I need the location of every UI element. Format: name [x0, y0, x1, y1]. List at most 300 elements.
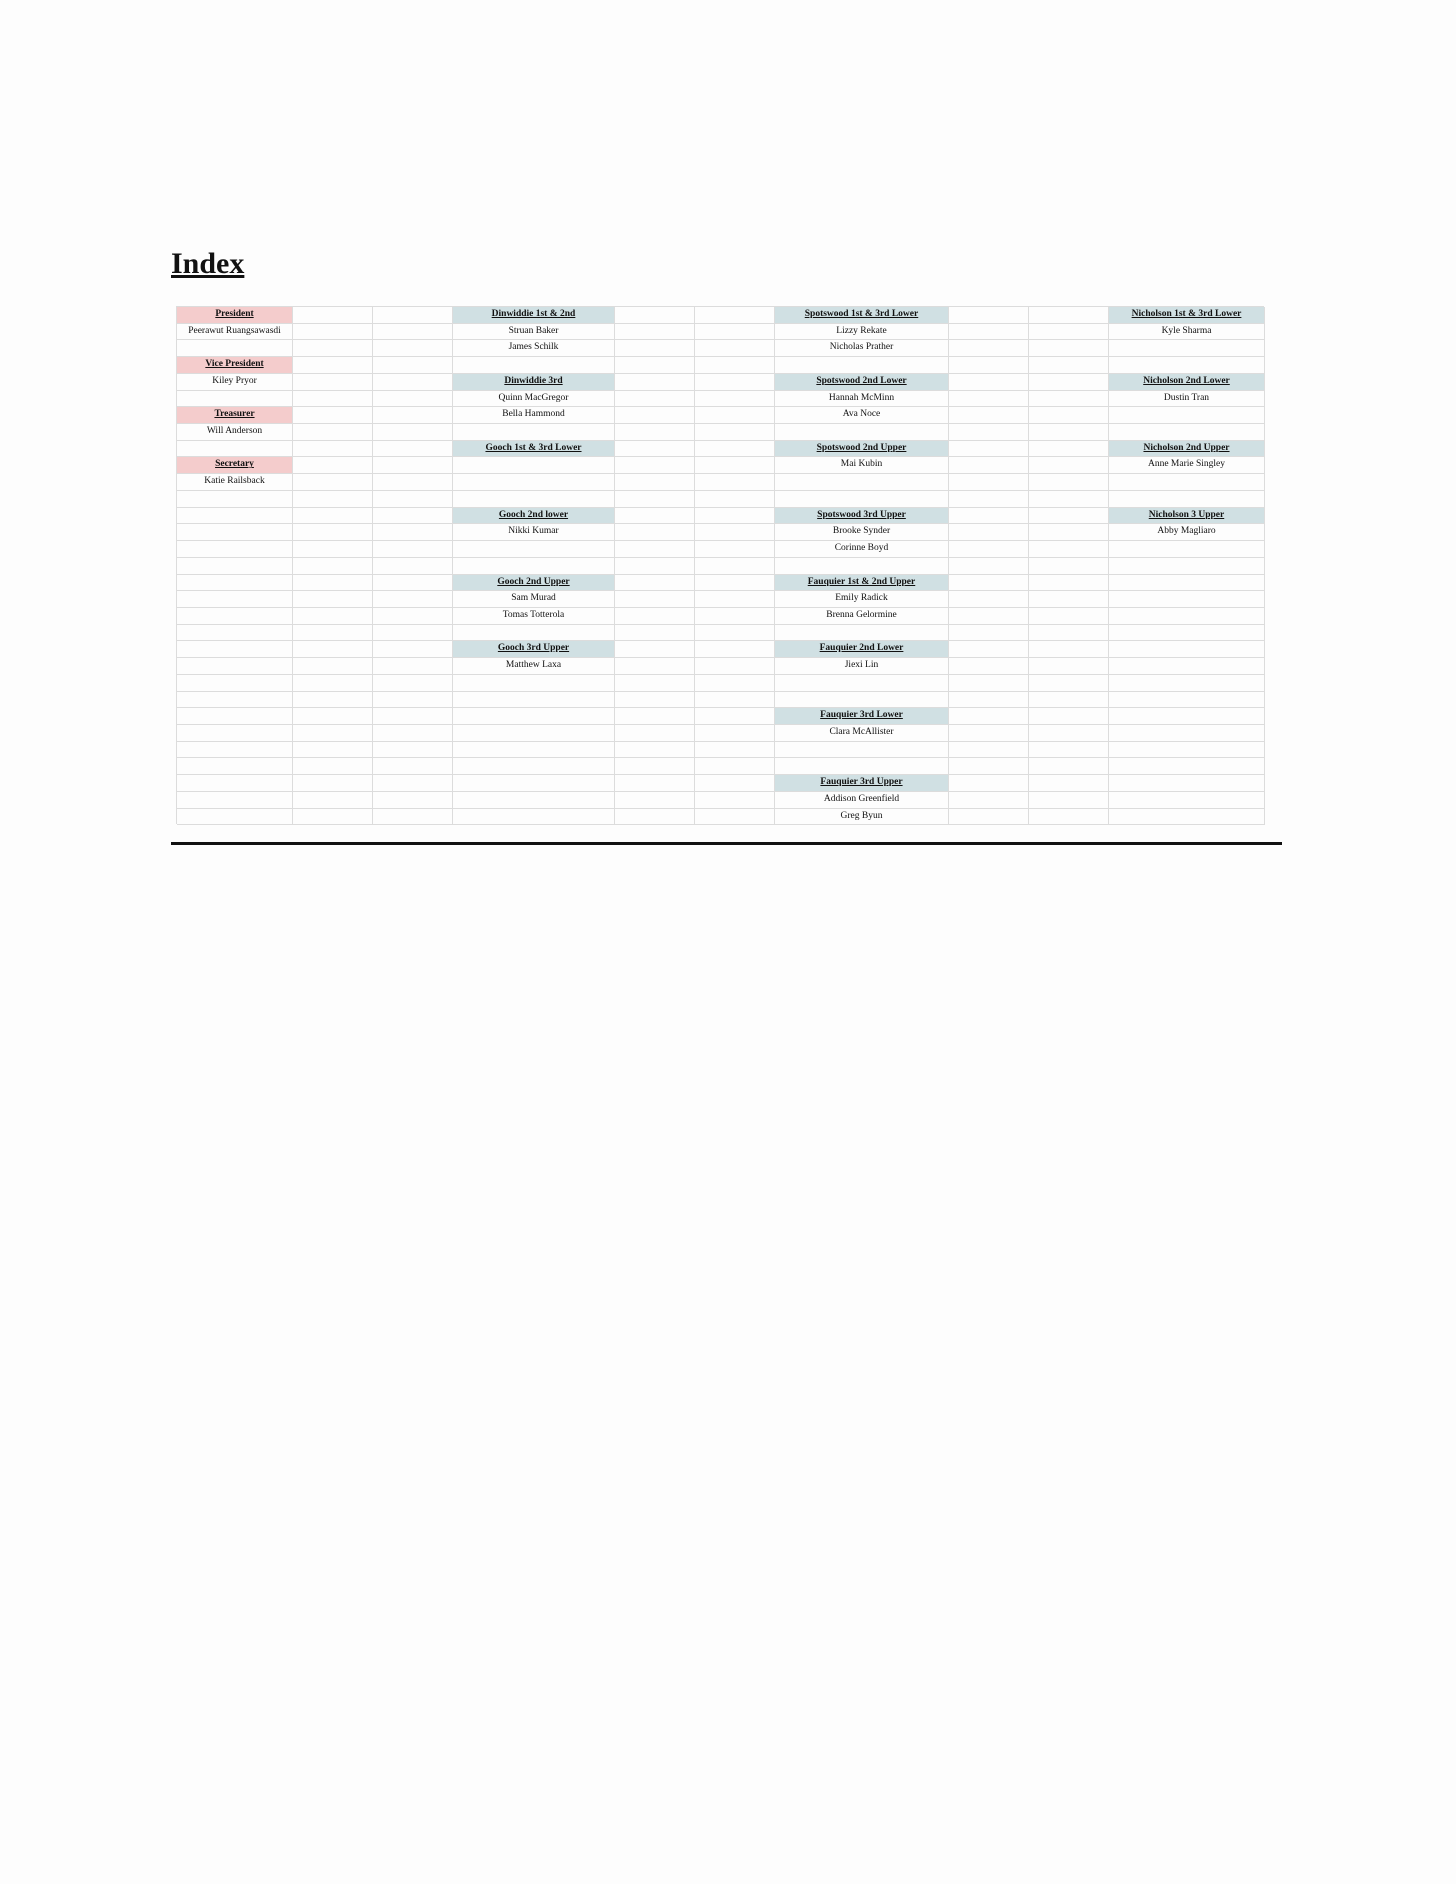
grid-cell: [177, 558, 293, 575]
dorm-group-header: Gooch 3rd Upper: [453, 641, 615, 658]
dorm-member-cell: James Schilk: [453, 340, 615, 357]
grid-cell: [1029, 508, 1109, 525]
dorm-member-cell: Emily Radick: [775, 591, 949, 608]
grid-cell: [1109, 591, 1265, 608]
grid-cell: [1109, 608, 1265, 625]
grid-cell: [949, 758, 1029, 775]
grid-cell: [615, 407, 695, 424]
grid-cell: [1029, 625, 1109, 642]
grid-cell: [1109, 758, 1265, 775]
grid-cell: [293, 658, 373, 675]
grid-cell: [1109, 491, 1265, 508]
grid-cell: [695, 625, 775, 642]
officer-name-cell: Peerawut Ruangsawasdi: [177, 324, 293, 341]
grid-cell: [615, 524, 695, 541]
grid-cell: [1109, 792, 1265, 809]
grid-cell: [615, 725, 695, 742]
grid-cell: [373, 575, 453, 592]
grid-cell: [177, 658, 293, 675]
spreadsheet-image: [176, 306, 1264, 828]
officer-role-header: Treasurer: [177, 407, 293, 424]
grid-cell: [1029, 641, 1109, 658]
grid-cell: [1109, 658, 1265, 675]
grid-cell: [615, 558, 695, 575]
grid-cell: [1029, 792, 1109, 809]
grid-cell: [373, 508, 453, 525]
grid-cell: [373, 792, 453, 809]
dorm-member-cell: Tomas Totterola: [453, 608, 615, 625]
grid-cell: [293, 524, 373, 541]
grid-cell: [949, 524, 1029, 541]
dorm-group-header: Nicholson 2nd Lower: [1109, 374, 1265, 391]
dorm-group-header: Nicholson 2nd Upper: [1109, 441, 1265, 458]
grid-cell: [1029, 708, 1109, 725]
grid-cell: [615, 742, 695, 759]
grid-cell: [177, 775, 293, 792]
dorm-group-header: Spotswood 1st & 3rd Lower: [775, 307, 949, 324]
grid-cell: [373, 591, 453, 608]
grid-cell: [949, 307, 1029, 324]
grid-cell: [775, 625, 949, 642]
grid-cell: [1029, 357, 1109, 374]
grid-cell: [177, 625, 293, 642]
grid-cell: [177, 725, 293, 742]
grid-cell: [293, 541, 373, 558]
grid-cell: [615, 307, 695, 324]
grid-cell: [293, 491, 373, 508]
dorm-member-cell: Mai Kubin: [775, 457, 949, 474]
grid-cell: [775, 357, 949, 374]
grid-cell: [293, 641, 373, 658]
grid-cell: [949, 407, 1029, 424]
grid-cell: [1029, 558, 1109, 575]
grid-cell: [177, 608, 293, 625]
grid-cell: [949, 541, 1029, 558]
grid-cell: [293, 575, 373, 592]
grid-cell: [453, 708, 615, 725]
grid-cell: [373, 658, 453, 675]
grid-cell: [695, 742, 775, 759]
grid-cell: [695, 692, 775, 709]
dorm-member-cell: Addison Greenfield: [775, 792, 949, 809]
grid-cell: [293, 725, 373, 742]
dorm-member-cell: Brooke Synder: [775, 524, 949, 541]
grid-cell: [949, 725, 1029, 742]
dorm-member-cell: Bella Hammond: [453, 407, 615, 424]
grid-cell: [453, 725, 615, 742]
grid-cell: [1109, 474, 1265, 491]
grid-cell: [695, 524, 775, 541]
grid-cell: [177, 541, 293, 558]
grid-cell: [293, 457, 373, 474]
index-title: Index: [171, 247, 245, 280]
grid-cell: [177, 441, 293, 458]
grid-cell: [373, 441, 453, 458]
grid-cell: [695, 708, 775, 725]
grid-cell: [775, 692, 949, 709]
grid-cell: [1029, 692, 1109, 709]
dorm-member-cell: Lizzy Rekate: [775, 324, 949, 341]
dorm-group-header: Spotswood 2nd Lower: [775, 374, 949, 391]
grid-cell: [293, 742, 373, 759]
grid-cell: [949, 658, 1029, 675]
grid-cell: [373, 641, 453, 658]
grid-cell: [453, 558, 615, 575]
grid-cell: [293, 675, 373, 692]
grid-cell: [1029, 658, 1109, 675]
grid-cell: [615, 491, 695, 508]
grid-cell: [1109, 675, 1265, 692]
grid-cell: [293, 758, 373, 775]
grid-cell: [453, 625, 615, 642]
officer-name-cell: Kiley Pryor: [177, 374, 293, 391]
spreadsheet-grid: [176, 306, 1264, 824]
grid-cell: [949, 809, 1029, 826]
grid-cell: [695, 441, 775, 458]
grid-cell: [1029, 424, 1109, 441]
grid-cell: [949, 340, 1029, 357]
grid-cell: [293, 391, 373, 408]
grid-cell: [1109, 558, 1265, 575]
grid-cell: [949, 558, 1029, 575]
grid-cell: [695, 591, 775, 608]
horizontal-rule: [171, 842, 1282, 845]
dorm-group-header: Dinwiddie 1st & 2nd: [453, 307, 615, 324]
grid-cell: [615, 357, 695, 374]
grid-cell: [615, 625, 695, 642]
grid-cell: [177, 641, 293, 658]
grid-cell: [1029, 524, 1109, 541]
grid-cell: [1109, 541, 1265, 558]
grid-cell: [615, 324, 695, 341]
grid-cell: [1029, 675, 1109, 692]
grid-cell: [695, 675, 775, 692]
grid-cell: [615, 575, 695, 592]
grid-cell: [373, 474, 453, 491]
grid-cell: [177, 675, 293, 692]
dorm-member-cell: Corinne Boyd: [775, 541, 949, 558]
grid-cell: [1029, 324, 1109, 341]
grid-cell: [1029, 608, 1109, 625]
grid-cell: [695, 474, 775, 491]
grid-cell: [949, 641, 1029, 658]
grid-cell: [949, 391, 1029, 408]
grid-cell: [373, 457, 453, 474]
grid-cell: [293, 357, 373, 374]
grid-cell: [373, 357, 453, 374]
dorm-member-cell: Struan Baker: [453, 324, 615, 341]
grid-cell: [775, 558, 949, 575]
grid-cell: [373, 625, 453, 642]
grid-cell: [373, 809, 453, 826]
grid-cell: [293, 424, 373, 441]
dorm-member-cell: Dustin Tran: [1109, 391, 1265, 408]
dorm-member-cell: Nikki Kumar: [453, 524, 615, 541]
grid-cell: [1109, 357, 1265, 374]
grid-cell: [949, 374, 1029, 391]
grid-cell: [293, 608, 373, 625]
grid-cell: [695, 725, 775, 742]
dorm-group-header: Gooch 2nd Upper: [453, 575, 615, 592]
grid-cell: [695, 575, 775, 592]
dorm-member-cell: Sam Murad: [453, 591, 615, 608]
officer-role-header: President: [177, 307, 293, 324]
grid-cell: [695, 491, 775, 508]
grid-cell: [453, 424, 615, 441]
grid-cell: [373, 742, 453, 759]
grid-cell: [1029, 307, 1109, 324]
officer-role-header: Vice President: [177, 357, 293, 374]
grid-cell: [775, 758, 949, 775]
grid-cell: [695, 641, 775, 658]
grid-cell: [949, 591, 1029, 608]
grid-cell: [373, 424, 453, 441]
grid-cell: [293, 558, 373, 575]
grid-cell: [177, 692, 293, 709]
grid-cell: [453, 809, 615, 826]
grid-cell: [615, 441, 695, 458]
grid-cell: [949, 457, 1029, 474]
grid-cell: [177, 340, 293, 357]
dorm-group-header: Spotswood 2nd Upper: [775, 441, 949, 458]
grid-cell: [949, 491, 1029, 508]
grid-cell: [373, 675, 453, 692]
dorm-group-header: Fauquier 1st & 2nd Upper: [775, 575, 949, 592]
grid-cell: [695, 792, 775, 809]
dorm-member-cell: Greg Byun: [775, 809, 949, 826]
grid-cell: [177, 391, 293, 408]
grid-cell: [293, 692, 373, 709]
dorm-member-cell: Ava Noce: [775, 407, 949, 424]
dorm-group-header: Dinwiddie 3rd: [453, 374, 615, 391]
grid-cell: [373, 608, 453, 625]
dorm-member-cell: Brenna Gelormine: [775, 608, 949, 625]
grid-cell: [615, 424, 695, 441]
grid-cell: [1109, 742, 1265, 759]
grid-cell: [695, 374, 775, 391]
grid-cell: [373, 692, 453, 709]
dorm-group-header: Nicholson 1st & 3rd Lower: [1109, 307, 1265, 324]
grid-cell: [293, 441, 373, 458]
grid-cell: [775, 474, 949, 491]
grid-cell: [1109, 407, 1265, 424]
grid-cell: [1029, 474, 1109, 491]
grid-cell: [373, 491, 453, 508]
grid-cell: [695, 758, 775, 775]
grid-cell: [453, 692, 615, 709]
grid-cell: [695, 357, 775, 374]
grid-cell: [775, 424, 949, 441]
grid-cell: [615, 675, 695, 692]
grid-cell: [1029, 725, 1109, 742]
officer-name-cell: Katie Railsback: [177, 474, 293, 491]
grid-cell: [1029, 340, 1109, 357]
grid-cell: [373, 340, 453, 357]
grid-cell: [1029, 374, 1109, 391]
dorm-group-header: Fauquier 3rd Upper: [775, 775, 949, 792]
grid-cell: [293, 591, 373, 608]
grid-cell: [373, 541, 453, 558]
grid-cell: [1029, 541, 1109, 558]
grid-cell: [949, 775, 1029, 792]
grid-cell: [615, 340, 695, 357]
grid-cell: [293, 708, 373, 725]
grid-cell: [373, 407, 453, 424]
grid-cell: [373, 725, 453, 742]
grid-cell: [373, 775, 453, 792]
grid-cell: [949, 742, 1029, 759]
grid-cell: [615, 508, 695, 525]
grid-cell: [293, 407, 373, 424]
grid-cell: [949, 608, 1029, 625]
grid-cell: [293, 474, 373, 491]
grid-cell: [1109, 708, 1265, 725]
grid-cell: [615, 591, 695, 608]
grid-cell: [453, 792, 615, 809]
grid-cell: [1109, 692, 1265, 709]
grid-cell: [949, 424, 1029, 441]
grid-cell: [775, 491, 949, 508]
grid-cell: [1109, 424, 1265, 441]
grid-cell: [373, 374, 453, 391]
grid-cell: [695, 508, 775, 525]
grid-cell: [1109, 625, 1265, 642]
grid-cell: [373, 524, 453, 541]
grid-cell: [373, 391, 453, 408]
grid-cell: [615, 391, 695, 408]
grid-cell: [1029, 775, 1109, 792]
grid-cell: [775, 742, 949, 759]
grid-cell: [615, 374, 695, 391]
grid-cell: [695, 457, 775, 474]
grid-cell: [373, 758, 453, 775]
grid-cell: [1029, 809, 1109, 826]
dorm-group-header: Nicholson 3 Upper: [1109, 508, 1265, 525]
grid-cell: [453, 457, 615, 474]
grid-cell: [293, 625, 373, 642]
grid-cell: [615, 658, 695, 675]
grid-cell: [615, 457, 695, 474]
grid-cell: [949, 324, 1029, 341]
grid-cell: [695, 424, 775, 441]
dorm-group-header: Gooch 2nd lower: [453, 508, 615, 525]
grid-cell: [453, 775, 615, 792]
grid-cell: [615, 708, 695, 725]
grid-cell: [293, 340, 373, 357]
grid-cell: [177, 524, 293, 541]
grid-cell: [1109, 641, 1265, 658]
dorm-member-cell: Nicholas Prather: [775, 340, 949, 357]
grid-cell: [1109, 575, 1265, 592]
officer-role-header: Secretary: [177, 457, 293, 474]
grid-cell: [695, 407, 775, 424]
grid-cell: [177, 491, 293, 508]
grid-cell: [1029, 407, 1109, 424]
grid-cell: [453, 474, 615, 491]
dorm-group-header: Fauquier 2nd Lower: [775, 641, 949, 658]
grid-cell: [615, 809, 695, 826]
dorm-member-cell: Clara McAllister: [775, 725, 949, 742]
grid-cell: [949, 508, 1029, 525]
dorm-member-cell: Quinn MacGregor: [453, 391, 615, 408]
grid-cell: [453, 675, 615, 692]
dorm-group-header: Fauquier 3rd Lower: [775, 708, 949, 725]
dorm-member-cell: Kyle Sharma: [1109, 324, 1265, 341]
grid-cell: [177, 792, 293, 809]
grid-cell: [695, 307, 775, 324]
grid-cell: [615, 692, 695, 709]
grid-cell: [177, 575, 293, 592]
grid-cell: [695, 340, 775, 357]
grid-cell: [293, 307, 373, 324]
dorm-member-cell: Matthew Laxa: [453, 658, 615, 675]
grid-cell: [373, 307, 453, 324]
grid-cell: [949, 441, 1029, 458]
grid-cell: [1029, 441, 1109, 458]
grid-cell: [949, 792, 1029, 809]
dorm-member-cell: Abby Magliaro: [1109, 524, 1265, 541]
grid-cell: [1029, 591, 1109, 608]
grid-cell: [177, 591, 293, 608]
grid-cell: [615, 474, 695, 491]
grid-cell: [1029, 575, 1109, 592]
grid-cell: [1029, 457, 1109, 474]
grid-cell: [177, 809, 293, 826]
grid-cell: [775, 675, 949, 692]
grid-cell: [453, 742, 615, 759]
grid-cell: [695, 541, 775, 558]
grid-cell: [293, 324, 373, 341]
grid-cell: [453, 541, 615, 558]
dorm-group-header: Gooch 1st & 3rd Lower: [453, 441, 615, 458]
grid-cell: [695, 558, 775, 575]
dorm-group-header: Spotswood 3rd Upper: [775, 508, 949, 525]
grid-cell: [293, 775, 373, 792]
grid-cell: [177, 708, 293, 725]
grid-cell: [293, 374, 373, 391]
grid-cell: [949, 575, 1029, 592]
grid-cell: [453, 357, 615, 374]
dorm-member-cell: Hannah McMinn: [775, 391, 949, 408]
grid-cell: [177, 758, 293, 775]
dorm-member-cell: Jiexi Lin: [775, 658, 949, 675]
grid-cell: [615, 775, 695, 792]
grid-cell: [1109, 775, 1265, 792]
grid-cell: [1109, 809, 1265, 826]
grid-cell: [949, 675, 1029, 692]
grid-cell: [177, 742, 293, 759]
grid-cell: [949, 692, 1029, 709]
grid-cell: [293, 508, 373, 525]
grid-cell: [949, 625, 1029, 642]
grid-cell: [949, 708, 1029, 725]
grid-cell: [695, 608, 775, 625]
dorm-member-cell: Anne Marie Singley: [1109, 457, 1265, 474]
officer-name-cell: Will Anderson: [177, 424, 293, 441]
grid-cell: [615, 608, 695, 625]
grid-cell: [615, 641, 695, 658]
grid-cell: [177, 508, 293, 525]
grid-cell: [615, 758, 695, 775]
grid-cell: [373, 708, 453, 725]
grid-cell: [949, 357, 1029, 374]
grid-cell: [453, 758, 615, 775]
grid-cell: [293, 792, 373, 809]
grid-cell: [1109, 340, 1265, 357]
grid-cell: [293, 809, 373, 826]
grid-cell: [1029, 742, 1109, 759]
grid-cell: [695, 809, 775, 826]
